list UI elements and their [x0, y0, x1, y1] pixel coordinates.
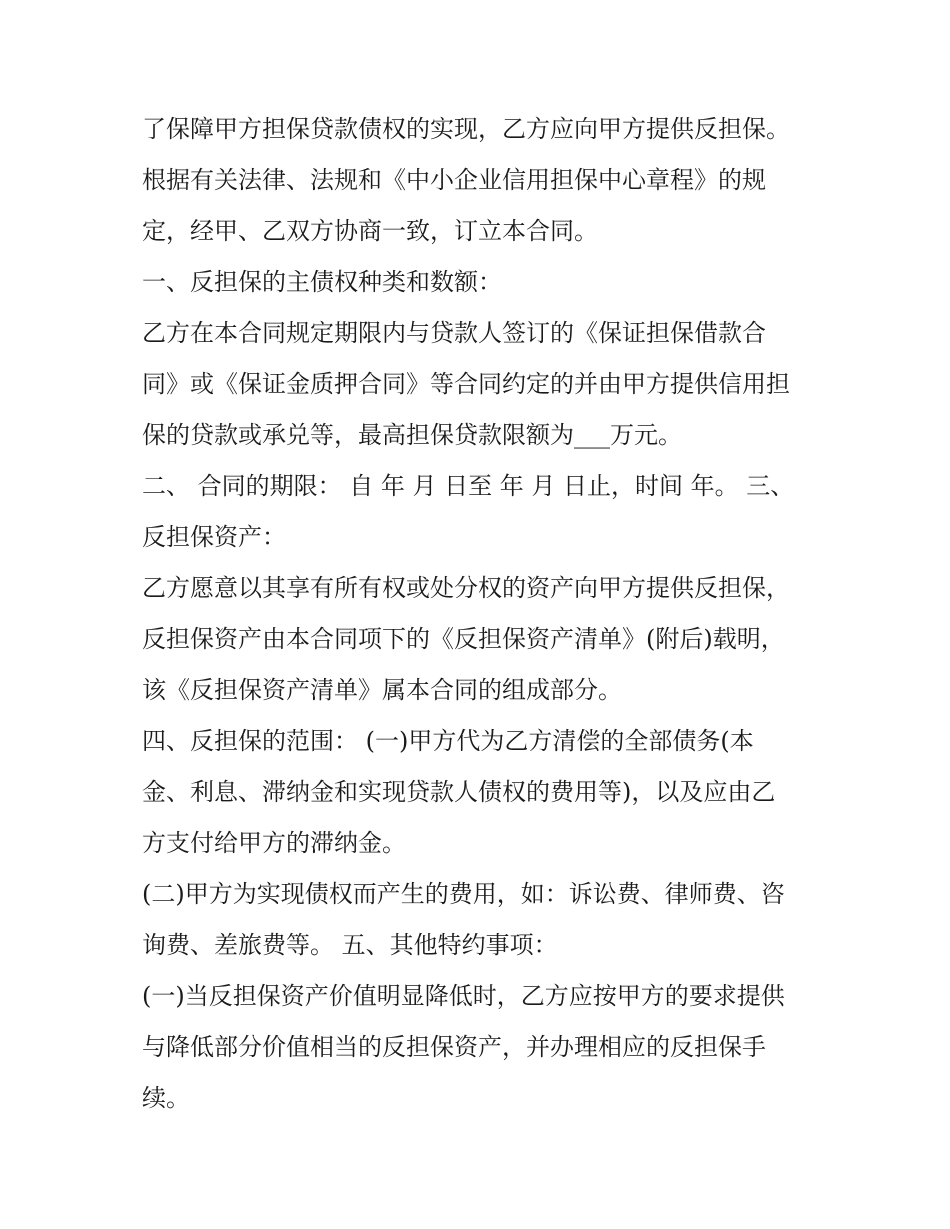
text-line: 乙方愿意以其享有所有权或处分权的资产向甲方提供反担保， [142, 574, 790, 602]
text-line: 续。 [142, 1084, 190, 1112]
document-body [142, 104, 814, 1124]
text-line: 乙方在本合同规定期限内与贷款人签订的《保证担保借款合 [142, 319, 766, 347]
text-line: 了保障甲方担保贷款债权的实现，乙方应向甲方提供反担保。 [142, 115, 790, 143]
text-line: 定，经甲、乙双方协商一致，订立本合同。 [142, 217, 598, 245]
section-heading-2: 二、 合同的期限： 自 年 月 日至 年 月 日止，时间 年。 三、 [142, 472, 795, 500]
text-line: 与降低部分价值相当的反担保资产，并办理相应的反担保手 [142, 1033, 766, 1061]
text-line: 方支付给甲方的滞纳金。 [142, 829, 406, 857]
text-line: 反担保资产由本合同项下的《反担保资产清单》(附后)载明， [142, 625, 785, 653]
text-line: 保的贷款或承兑等，最高担保贷款限额为___万元。 [142, 421, 682, 449]
text-line: 该《反担保资产清单》属本合同的组成部分。 [142, 676, 622, 704]
section-heading-5: 询费、差旅费等。 五、其他特约事项： [142, 931, 558, 959]
text-line: (一)当反担保资产价值明显降低时，乙方应按甲方的要求提供 [142, 982, 785, 1010]
section-heading-4: 四、反担保的范围： (一)甲方代为乙方清偿的全部债务(本 [142, 727, 754, 755]
text-line: 同》或《保证金质押合同》等合同约定的并由甲方提供信用担 [142, 370, 790, 398]
text-line: (二)甲方为实现债权而产生的费用，如：诉讼费、律师费、咨 [142, 880, 785, 908]
section-heading-1: 一、反担保的主债权种类和数额： [142, 268, 502, 296]
section-heading-3: 反担保资产： [142, 523, 286, 551]
text-line: 金、利息、滞纳金和实现贷款人债权的费用等)，以及应由乙 [142, 778, 776, 806]
text-line: 根据有关法律、法规和《中小企业信用担保中心章程》的规 [142, 166, 766, 194]
